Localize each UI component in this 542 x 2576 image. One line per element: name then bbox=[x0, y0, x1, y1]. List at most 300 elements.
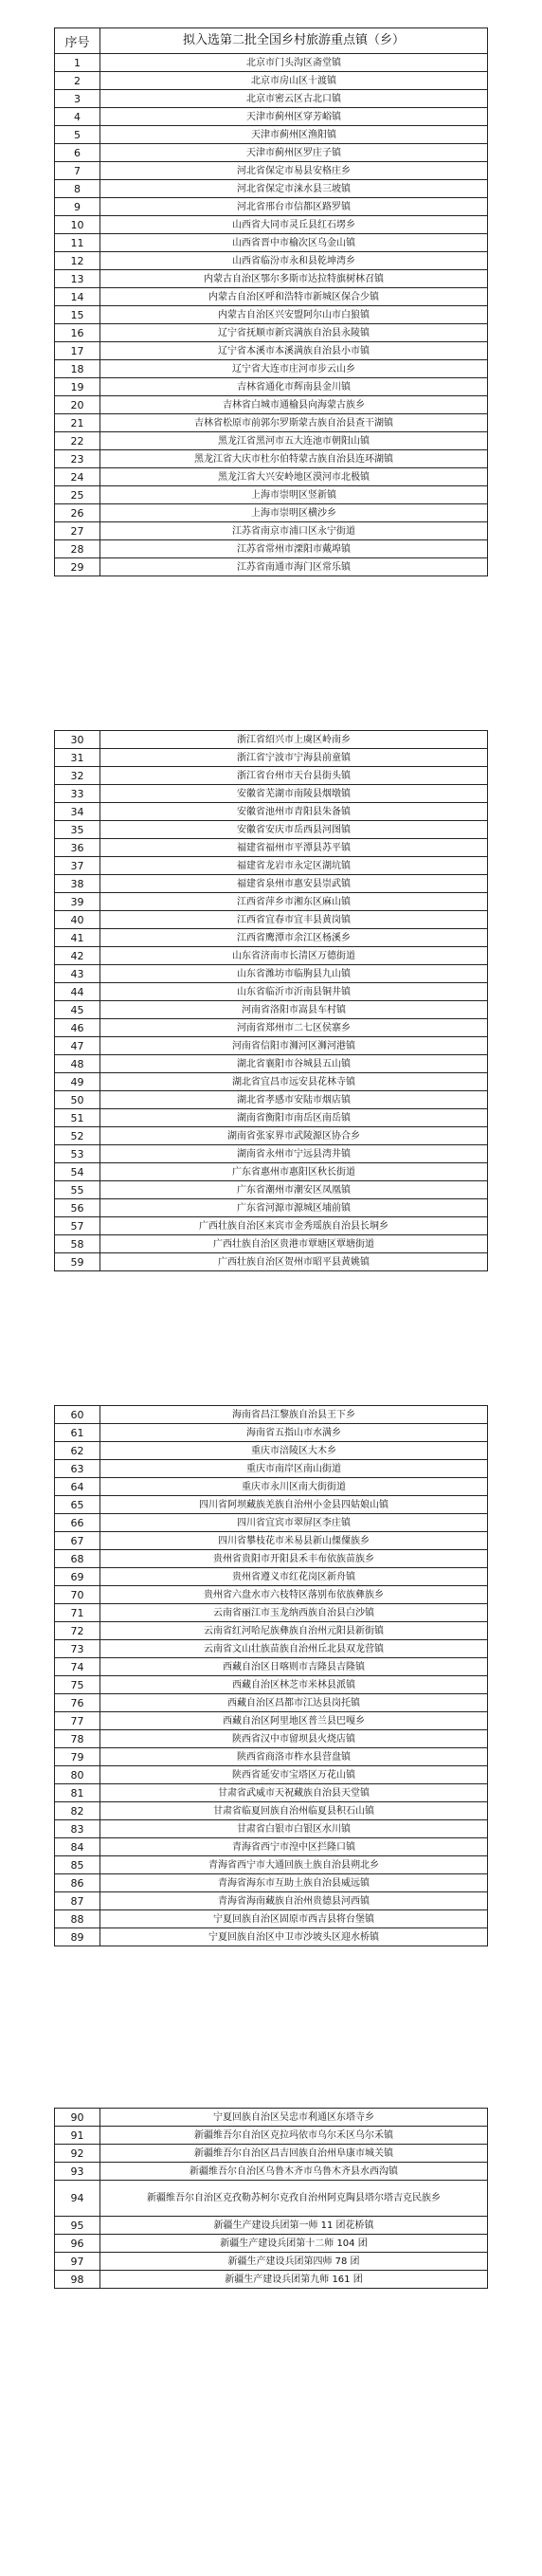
town-name: 河北省保定市涞水县三坡镇 bbox=[237, 183, 351, 194]
town-name: 新疆维吾尔自治区克拉玛依市乌尔禾区乌尔禾镇 bbox=[194, 2129, 393, 2141]
row-number: 76 bbox=[55, 1694, 100, 1711]
table-row bbox=[55, 72, 487, 90]
row-number: 48 bbox=[55, 1055, 100, 1072]
table-row bbox=[55, 749, 487, 767]
row-number: 44 bbox=[55, 983, 100, 1000]
town-name: 安徽省芜湖市南陵县烟墩镇 bbox=[237, 788, 351, 799]
town-name: 山西省临汾市永和县乾坤湾乡 bbox=[232, 255, 355, 266]
table-row bbox=[55, 2181, 487, 2217]
row-number: 88 bbox=[55, 1910, 100, 1927]
table-row bbox=[55, 1928, 487, 1946]
row-number: 78 bbox=[55, 1730, 100, 1747]
table-row bbox=[55, 983, 487, 1001]
row-number: 47 bbox=[55, 1037, 100, 1054]
table-row bbox=[55, 432, 487, 450]
row-number: 3 bbox=[55, 90, 100, 107]
table-section-1 bbox=[54, 27, 488, 576]
table-row bbox=[55, 1055, 487, 1073]
table-row bbox=[55, 1181, 487, 1199]
row-number: 20 bbox=[55, 396, 100, 413]
table-row bbox=[55, 1001, 487, 1019]
town-name: 安徽省池州市青阳县朱备镇 bbox=[237, 806, 351, 817]
row-number: 13 bbox=[55, 270, 100, 287]
table-row bbox=[55, 1073, 487, 1091]
row-number: 75 bbox=[55, 1676, 100, 1693]
town-name: 河南省郑州市二七区侯寨乡 bbox=[237, 1022, 351, 1033]
row-number: 35 bbox=[55, 821, 100, 838]
row-number: 63 bbox=[55, 1460, 100, 1477]
table-row bbox=[55, 468, 487, 486]
table-row bbox=[55, 2235, 487, 2253]
row-number: 64 bbox=[55, 1478, 100, 1495]
town-name: 贵州省六盘水市六枝特区落别布依族彝族乡 bbox=[204, 1589, 384, 1600]
table-row bbox=[55, 540, 487, 558]
town-name: 西藏自治区林芝市米林县派镇 bbox=[232, 1679, 355, 1690]
town-name: 西藏自治区日喀则市吉隆县吉隆镇 bbox=[223, 1661, 365, 1672]
table-row bbox=[55, 839, 487, 857]
town-name: 重庆市永川区南大街街道 bbox=[242, 1481, 346, 1492]
town-name: 吉林省通化市辉南县金川镇 bbox=[237, 381, 351, 393]
town-name: 安徽省安庆市岳西县河图镇 bbox=[237, 824, 351, 835]
row-number: 96 bbox=[55, 2235, 100, 2252]
table-row bbox=[55, 1892, 487, 1910]
row-number: 86 bbox=[55, 1874, 100, 1891]
table-row bbox=[55, 1496, 487, 1514]
table-row bbox=[55, 2163, 487, 2181]
table-row bbox=[55, 1217, 487, 1235]
row-number: 25 bbox=[55, 486, 100, 503]
table-row bbox=[55, 1712, 487, 1730]
table-row bbox=[55, 1658, 487, 1676]
town-name: 云南省红河哈尼族彝族自治州元阳县新街镇 bbox=[204, 1625, 384, 1636]
table-row bbox=[55, 1145, 487, 1163]
town-name: 广西壮族自治区贺州市昭平县黄姚镇 bbox=[218, 1256, 370, 1268]
town-name: 江苏省南京市浦口区永宁街道 bbox=[232, 525, 355, 537]
table-row bbox=[55, 1514, 487, 1532]
town-name: 四川省攀枝花市米易县新山傈僳族乡 bbox=[218, 1535, 370, 1546]
table-row bbox=[55, 324, 487, 342]
table-row bbox=[55, 1568, 487, 1586]
table-row bbox=[55, 396, 487, 414]
row-number: 74 bbox=[55, 1658, 100, 1675]
row-number: 6 bbox=[55, 144, 100, 161]
table-row bbox=[55, 1406, 487, 1424]
row-number: 82 bbox=[55, 1802, 100, 1819]
row-number: 84 bbox=[55, 1838, 100, 1855]
table-row bbox=[55, 252, 487, 270]
table-row bbox=[55, 450, 487, 468]
row-number: 14 bbox=[55, 288, 100, 305]
table-row bbox=[55, 1694, 487, 1712]
town-name: 贵州省遵义市红花岗区新舟镇 bbox=[232, 1571, 355, 1582]
table-row bbox=[55, 54, 487, 72]
town-name: 辽宁省本溪市本溪满族自治县小市镇 bbox=[218, 345, 370, 356]
town-name: 广东省河源市源城区埔前镇 bbox=[237, 1202, 351, 1214]
table-row bbox=[55, 216, 487, 234]
table-row bbox=[55, 522, 487, 540]
table-row bbox=[55, 929, 487, 947]
town-name: 广东省潮州市潮安区凤凰镇 bbox=[237, 1184, 351, 1196]
table-row bbox=[55, 2127, 487, 2145]
table-row bbox=[55, 1091, 487, 1109]
table-row bbox=[55, 1874, 487, 1892]
town-name: 海南省昌江黎族自治县王下乡 bbox=[232, 1409, 355, 1420]
row-number: 54 bbox=[55, 1163, 100, 1180]
row-number: 39 bbox=[55, 893, 100, 910]
town-name: 四川省阿坝藏族羌族自治州小金县四姑娘山镇 bbox=[199, 1499, 388, 1510]
table-row bbox=[55, 1640, 487, 1658]
row-number: 45 bbox=[55, 1001, 100, 1018]
row-number: 91 bbox=[55, 2127, 100, 2144]
town-name: 湖北省宜昌市远安县花林寺镇 bbox=[232, 1076, 355, 1087]
row-number: 92 bbox=[55, 2145, 100, 2162]
row-number: 83 bbox=[55, 1820, 100, 1837]
row-number: 37 bbox=[55, 857, 100, 874]
table-row bbox=[55, 90, 487, 108]
town-name: 湖北省孝感市安陆市烟店镇 bbox=[237, 1094, 351, 1105]
town-name: 辽宁省抚顺市新宾满族自治县永陵镇 bbox=[218, 327, 370, 338]
table-row bbox=[55, 1784, 487, 1802]
table-row bbox=[55, 234, 487, 252]
town-name: 湖北省襄阳市谷城县五山镇 bbox=[237, 1058, 351, 1069]
row-number: 80 bbox=[55, 1766, 100, 1783]
town-name: 浙江省台州市天台县街头镇 bbox=[237, 770, 351, 781]
town-name: 青海省海南藏族自治州贵德县河西镇 bbox=[218, 1895, 370, 1907]
town-name: 甘肃省白银市白银区水川镇 bbox=[237, 1823, 351, 1835]
row-number: 33 bbox=[55, 785, 100, 802]
row-number: 95 bbox=[55, 2217, 100, 2234]
table-row bbox=[55, 1910, 487, 1928]
row-number: 50 bbox=[55, 1091, 100, 1108]
town-name: 上海市崇明区竖新镇 bbox=[251, 489, 336, 501]
row-number: 40 bbox=[55, 911, 100, 928]
row-number: 49 bbox=[55, 1073, 100, 1090]
town-name: 海南省五指山市水满乡 bbox=[246, 1427, 341, 1438]
table-row bbox=[55, 965, 487, 983]
town-name: 青海省西宁市大通回族土族自治县朔北乡 bbox=[208, 1859, 379, 1871]
table-row bbox=[55, 821, 487, 839]
table-row bbox=[55, 108, 487, 126]
town-name: 吉林省白城市通榆县向海蒙古族乡 bbox=[223, 399, 365, 411]
row-number: 28 bbox=[55, 540, 100, 557]
town-name: 黑龙江省大庆市杜尔伯特蒙古族自治县连环湖镇 bbox=[194, 453, 393, 465]
row-number: 77 bbox=[55, 1712, 100, 1729]
row-number: 42 bbox=[55, 947, 100, 964]
town-name: 新疆生产建设兵团第四师 78 团 bbox=[227, 2256, 360, 2267]
table-row bbox=[55, 1748, 487, 1766]
table-section-2 bbox=[54, 730, 488, 1271]
town-name: 湖南省衡阳市南岳区南岳镇 bbox=[237, 1112, 351, 1124]
table-row bbox=[55, 1235, 487, 1253]
row-number: 18 bbox=[55, 360, 100, 377]
table-row bbox=[55, 1802, 487, 1820]
row-number: 46 bbox=[55, 1019, 100, 1036]
town-name: 新疆生产建设兵团第十二师 104 团 bbox=[220, 2238, 368, 2249]
table-row bbox=[55, 2145, 487, 2163]
town-name: 新疆生产建设兵团第九师 161 团 bbox=[225, 2274, 363, 2285]
table-row bbox=[55, 360, 487, 378]
row-number: 65 bbox=[55, 1496, 100, 1513]
table-row bbox=[55, 288, 487, 306]
town-name: 江西省鹰潭市余江区杨溪乡 bbox=[237, 932, 351, 943]
table-row bbox=[55, 504, 487, 522]
town-name: 河南省信阳市浉河区浉河港镇 bbox=[232, 1040, 355, 1051]
table-row bbox=[55, 306, 487, 324]
row-number: 87 bbox=[55, 1892, 100, 1909]
table-row bbox=[55, 2109, 487, 2127]
town-name: 福建省福州市平潭县苏平镇 bbox=[237, 842, 351, 853]
table-row bbox=[55, 731, 487, 749]
row-number: 16 bbox=[55, 324, 100, 341]
row-number: 85 bbox=[55, 1856, 100, 1873]
town-name: 天津市蓟州区穿芳峪镇 bbox=[246, 111, 341, 122]
table-row bbox=[55, 1460, 487, 1478]
row-number: 41 bbox=[55, 929, 100, 946]
row-number: 79 bbox=[55, 1748, 100, 1765]
town-name: 西藏自治区昌都市江达县岗托镇 bbox=[227, 1697, 360, 1708]
table-section-3 bbox=[54, 1405, 488, 1946]
town-name: 北京市密云区古北口镇 bbox=[246, 93, 341, 104]
row-number: 12 bbox=[55, 252, 100, 269]
table-row bbox=[55, 875, 487, 893]
table-row bbox=[55, 270, 487, 288]
town-name: 内蒙古自治区鄂尔多斯市达拉特旗树林召镇 bbox=[204, 273, 384, 284]
town-name: 江苏省常州市溧阳市戴埠镇 bbox=[237, 543, 351, 555]
table-row bbox=[55, 1838, 487, 1856]
town-name: 宁夏回族自治区固原市西吉县将台堡镇 bbox=[213, 1913, 374, 1925]
table-row bbox=[55, 1442, 487, 1460]
row-number: 24 bbox=[55, 468, 100, 485]
town-name: 广西壮族自治区来宾市金秀瑶族自治县长垌乡 bbox=[199, 1220, 388, 1232]
row-number: 19 bbox=[55, 378, 100, 395]
town-name: 四川省宜宾市翠屏区李庄镇 bbox=[237, 1517, 351, 1528]
table-row bbox=[55, 2217, 487, 2235]
town-name: 江西省萍乡市湘东区麻山镇 bbox=[237, 896, 351, 907]
table-row bbox=[55, 1856, 487, 1874]
town-name: 黑龙江省黑河市五大连池市朝阳山镇 bbox=[218, 435, 370, 447]
table-row bbox=[55, 1037, 487, 1055]
table-row bbox=[55, 1820, 487, 1838]
town-name: 浙江省绍兴市上虞区岭南乡 bbox=[237, 734, 351, 745]
town-name: 山东省济南市长清区万德街道 bbox=[232, 950, 355, 961]
town-name: 广东省惠州市惠阳区秋长街道 bbox=[232, 1166, 355, 1178]
table-row bbox=[55, 803, 487, 821]
table-row bbox=[55, 558, 487, 576]
town-name: 浙江省宁波市宁海县前童镇 bbox=[237, 752, 351, 763]
table-row bbox=[55, 162, 487, 180]
table-row bbox=[55, 1604, 487, 1622]
table-row bbox=[55, 144, 487, 162]
town-name: 贵州省贵阳市开阳县禾丰布依族苗族乡 bbox=[213, 1553, 374, 1564]
table-row bbox=[55, 414, 487, 432]
row-number: 73 bbox=[55, 1640, 100, 1657]
town-name: 河北省邢台市信都区路罗镇 bbox=[237, 201, 351, 212]
row-number: 57 bbox=[55, 1217, 100, 1234]
table-row bbox=[55, 893, 487, 911]
town-name: 上海市崇明区横沙乡 bbox=[251, 507, 336, 519]
row-number: 71 bbox=[55, 1604, 100, 1621]
row-number: 60 bbox=[55, 1406, 100, 1423]
table-row bbox=[55, 767, 487, 785]
town-name: 辽宁省大连市庄河市步云山乡 bbox=[232, 363, 355, 375]
row-number: 32 bbox=[55, 767, 100, 784]
town-name: 重庆市南岸区南山街道 bbox=[246, 1463, 341, 1474]
table-row bbox=[55, 1730, 487, 1748]
row-number: 21 bbox=[55, 414, 100, 431]
town-name: 陕西省延安市宝塔区万花山镇 bbox=[232, 1769, 355, 1781]
table-row bbox=[55, 1199, 487, 1217]
table-row bbox=[55, 911, 487, 929]
row-number: 67 bbox=[55, 1532, 100, 1549]
row-number: 56 bbox=[55, 1199, 100, 1216]
column-header-no: 序号 bbox=[55, 28, 100, 53]
table-row bbox=[55, 342, 487, 360]
town-name: 北京市门头沟区斋堂镇 bbox=[246, 57, 341, 68]
table-row bbox=[55, 1478, 487, 1496]
town-name: 陕西省汉中市留坝县火烧店镇 bbox=[232, 1733, 355, 1745]
row-number: 66 bbox=[55, 1514, 100, 1531]
row-number: 72 bbox=[55, 1622, 100, 1639]
town-name: 湖南省张家界市武陵源区协合乡 bbox=[227, 1130, 360, 1142]
table-row bbox=[55, 1532, 487, 1550]
town-name: 新疆维吾尔自治区乌鲁木齐市乌鲁木齐县水西沟镇 bbox=[190, 2165, 398, 2177]
row-number: 36 bbox=[55, 839, 100, 856]
row-number: 30 bbox=[55, 731, 100, 748]
table-row bbox=[55, 1424, 487, 1442]
row-number: 53 bbox=[55, 1145, 100, 1162]
town-name: 天津市蓟州区渔阳镇 bbox=[251, 129, 336, 140]
town-name: 湖南省永州市宁远县湾井镇 bbox=[237, 1148, 351, 1160]
town-name: 福建省泉州市惠安县崇武镇 bbox=[237, 878, 351, 889]
row-number: 55 bbox=[55, 1181, 100, 1198]
table-row bbox=[55, 1550, 487, 1568]
row-number: 4 bbox=[55, 108, 100, 125]
table-row bbox=[55, 180, 487, 198]
row-number: 2 bbox=[55, 72, 100, 89]
table-row bbox=[55, 1766, 487, 1784]
town-name: 山东省临沂市沂南县铜井镇 bbox=[237, 986, 351, 997]
table-row bbox=[55, 785, 487, 803]
row-number: 58 bbox=[55, 1235, 100, 1252]
row-number: 22 bbox=[55, 432, 100, 449]
row-number: 38 bbox=[55, 875, 100, 892]
column-header-name: 拟入选第二批全国乡村旅游重点镇（乡） bbox=[182, 33, 405, 48]
row-number: 5 bbox=[55, 126, 100, 143]
town-name: 内蒙古自治区呼和浩特市新城区保合少镇 bbox=[208, 291, 379, 302]
table-row bbox=[55, 1622, 487, 1640]
town-name: 山西省大同市灵丘县红石塄乡 bbox=[232, 219, 355, 230]
row-number: 27 bbox=[55, 522, 100, 539]
town-name: 河北省保定市易县安格庄乡 bbox=[237, 165, 351, 176]
town-name: 山西省晋中市榆次区乌金山镇 bbox=[232, 237, 355, 248]
row-number: 51 bbox=[55, 1109, 100, 1126]
row-number: 34 bbox=[55, 803, 100, 820]
table-row bbox=[55, 126, 487, 144]
town-name: 青海省海东市互助土族自治县威远镇 bbox=[218, 1877, 370, 1889]
table-row bbox=[55, 1676, 487, 1694]
row-number: 17 bbox=[55, 342, 100, 359]
row-number: 81 bbox=[55, 1784, 100, 1801]
town-name: 新疆生产建设兵团第一师 11 团花桥镇 bbox=[213, 2220, 374, 2231]
town-name: 广西壮族自治区贵港市覃塘区覃塘街道 bbox=[213, 1238, 374, 1250]
table-row bbox=[55, 857, 487, 875]
town-name: 江苏省南通市海门区常乐镇 bbox=[237, 561, 351, 573]
row-number: 68 bbox=[55, 1550, 100, 1567]
town-name: 宁夏回族自治区吴忠市利通区东塔寺乡 bbox=[213, 2111, 374, 2123]
town-name: 吉林省松原市前郭尔罗斯蒙古族自治县查干湖镇 bbox=[194, 417, 393, 429]
row-number: 52 bbox=[55, 1127, 100, 1144]
row-number: 70 bbox=[55, 1586, 100, 1603]
town-name: 甘肃省武威市天祝藏族自治县天堂镇 bbox=[218, 1787, 370, 1799]
town-name: 新疆维吾尔自治区昌吉回族自治州阜康市城关镇 bbox=[194, 2147, 393, 2159]
table-row bbox=[55, 1127, 487, 1145]
table-row bbox=[55, 378, 487, 396]
town-name: 云南省丽江市玉龙纳西族自治县白沙镇 bbox=[213, 1607, 374, 1618]
table-row bbox=[55, 2271, 487, 2289]
town-name: 新疆维吾尔自治区克孜勒苏柯尔克孜自治州阿克陶县塔尔塔吉克民族乡 bbox=[147, 2193, 441, 2203]
row-number: 69 bbox=[55, 1568, 100, 1585]
table-row bbox=[55, 198, 487, 216]
row-number: 90 bbox=[55, 2109, 100, 2126]
row-number: 93 bbox=[55, 2163, 100, 2180]
table-row bbox=[55, 1163, 487, 1181]
town-name: 北京市房山区十渡镇 bbox=[251, 75, 336, 86]
town-name: 宁夏回族自治区中卫市沙坡头区迎水桥镇 bbox=[208, 1931, 379, 1943]
town-name: 内蒙古自治区兴安盟阿尔山市白狼镇 bbox=[218, 309, 370, 320]
row-number: 29 bbox=[55, 558, 100, 575]
town-name: 甘肃省临夏回族自治州临夏县积石山镇 bbox=[213, 1805, 374, 1817]
table-row bbox=[55, 1109, 487, 1127]
row-number: 26 bbox=[55, 504, 100, 521]
row-number: 7 bbox=[55, 162, 100, 179]
row-number: 43 bbox=[55, 965, 100, 982]
table-row bbox=[55, 2253, 487, 2271]
row-number: 98 bbox=[55, 2271, 100, 2288]
row-number: 94 bbox=[55, 2181, 100, 2216]
town-name: 天津市蓟州区罗庄子镇 bbox=[246, 147, 341, 158]
table-row bbox=[55, 1586, 487, 1604]
row-number: 89 bbox=[55, 1928, 100, 1946]
table-row bbox=[55, 1253, 487, 1271]
row-number: 8 bbox=[55, 180, 100, 197]
row-number: 15 bbox=[55, 306, 100, 323]
table-header-row bbox=[55, 28, 487, 54]
row-number: 10 bbox=[55, 216, 100, 233]
table-row bbox=[55, 947, 487, 965]
row-number: 9 bbox=[55, 198, 100, 215]
table-section-4 bbox=[54, 2108, 488, 2289]
row-number: 59 bbox=[55, 1253, 100, 1270]
row-number: 62 bbox=[55, 1442, 100, 1459]
town-name: 河南省洛阳市嵩县车村镇 bbox=[242, 1004, 346, 1015]
town-name: 黑龙江省大兴安岭地区漠河市北极镇 bbox=[218, 471, 370, 483]
town-name: 江西省宜春市宜丰县黄岗镇 bbox=[237, 914, 351, 925]
row-number: 31 bbox=[55, 749, 100, 766]
table-row bbox=[55, 486, 487, 504]
table-row bbox=[55, 1019, 487, 1037]
row-number: 1 bbox=[55, 54, 100, 71]
row-number: 61 bbox=[55, 1424, 100, 1441]
town-name: 山东省潍坊市临朐县九山镇 bbox=[237, 968, 351, 979]
town-name: 陕西省商洛市柞水县营盘镇 bbox=[237, 1751, 351, 1763]
row-number: 23 bbox=[55, 450, 100, 467]
town-name: 云南省文山壮族苗族自治州丘北县双龙营镇 bbox=[204, 1643, 384, 1654]
town-name: 福建省龙岩市永定区湖坑镇 bbox=[237, 860, 351, 871]
row-number: 11 bbox=[55, 234, 100, 251]
row-number: 97 bbox=[55, 2253, 100, 2270]
town-name: 西藏自治区阿里地区普兰县巴嘎乡 bbox=[223, 1715, 365, 1726]
town-name: 重庆市涪陵区大木乡 bbox=[251, 1445, 336, 1456]
